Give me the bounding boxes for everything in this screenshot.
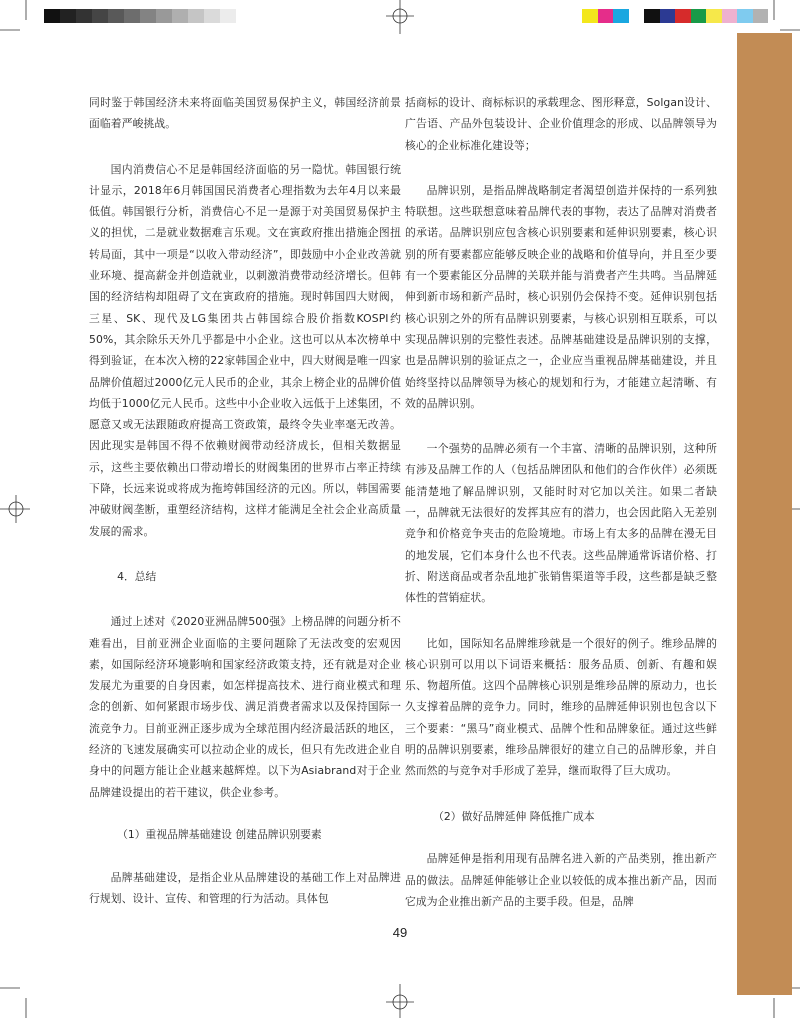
grayscale-swatch: [140, 9, 156, 23]
crop-mark-bottom-left: [0, 978, 44, 1018]
color-swatch: [582, 9, 598, 23]
right-text-column: [405, 92, 717, 912]
color-swatch: [644, 9, 660, 23]
color-swatch: [598, 9, 614, 23]
grayscale-swatch: [124, 9, 140, 23]
registration-mark-bottom: [386, 984, 414, 1018]
grayscale-swatch: [172, 9, 188, 23]
color-swatch: [629, 9, 645, 23]
right-paragraph-2: 品牌识别，是指品牌战略制定者渴望创造并保持的一系列独特联想。这些联想意味着品牌代表的事物，表达了品牌对消费者的承诺。品牌识别应包含核心识别要素和延伸识别要素，核心识别的所有要素都应能够反映企业的战略和价值导向，并且至少要有一个要素能区分品牌的关联并能与消费者产生共鸣。当品牌延伸到新市场和新产品时，核心识别仍会保持不变。延伸识别包括核心识别之外的所有品牌识别要素，与核心识别相互联系，可以实现品牌识别的完整性表述。品牌基础建设是品牌识别的支撑，也是品牌识别的验证点之一，企业应当重视品牌基础建设，并且始终坚持以品牌领导为核心的规划和行为，才能建立起清晰、有效的品牌识别。: [405, 183, 717, 410]
registration-mark-top: [386, 0, 414, 34]
color-swatch: [706, 9, 722, 23]
grayscale-swatch: [220, 9, 236, 23]
grayscale-swatch: [92, 9, 108, 23]
right-paragraph-4: 比如，国际知名品牌维珍就是一个很好的例子。维珍品牌的核心识别可以用以下词语来概括：服务品质、创新、有趣和娱乐、物超所值。这四个品牌核心识别是维珍品牌的原动力，也长久支撑着品牌的竞争力。同时，维珍的品牌延伸识别也包含以下三个要素：“黑马”商业模式、品牌个性和品牌象征。通过这些鲜明的品牌识别要素，维珍品牌很好的建立自己的品牌形象，并自然而然的与竞争对手形成了差异，继而取得了巨大成功。: [405, 636, 717, 778]
grayscale-swatch: [76, 9, 92, 23]
left-paragraph-1: 同时鉴于韩国经济未来将面临美国贸易保护主义，韩国经济前景面临着严峻挑战。: [89, 96, 401, 131]
color-swatch: [737, 9, 753, 23]
color-swatch: [613, 9, 629, 23]
grayscale-swatch: [156, 9, 172, 23]
subheading-brand-extension: （2）做好品牌延伸 降低推广成本: [433, 809, 595, 823]
section-heading-summary: 4．总结: [117, 569, 157, 583]
side-color-tab: [737, 33, 792, 995]
grayscale-swatch: [204, 9, 220, 23]
right-paragraph-1: 括商标的设计、商标标识的承载理念、图形释意，Solgan设计、广告语、产品外包装设计、企业价值理念的形成、以品牌领导为核心的企业标准化建设等；: [405, 96, 717, 152]
grayscale-swatch: [60, 9, 76, 23]
crop-mark-top-left: [0, 0, 44, 40]
grayscale-swatch: [108, 9, 124, 23]
left-paragraph-2: 国内消费信心不足是韩国经济面临的另一隐忧。韩国银行统计显示，2018年6月韩国国民消费者心理指数为去年4月以来最低值。韩国银行分析，消费信心不足一是源于对美国贸易保护主义的担忧，二是就业数据难言乐观。文在寅政府推出措施企图扭转局面，其中一项是“以收入带动经济”，即鼓励中小企业改善就业环境、提高薪金并创造就业，以刺激消费带动经济增长。但韩国的经济结构却阻碍了文在寅政府的措施。现时韩国四大财阀，三星、SK、现代及LG集团共占韩国综合股价指数KOSPI约50%，其余除乐天外几乎都是中小企业。这也可以从本次榜单中得到验证，在本次入榜的22家韩国企业中，四大财阀是唯一四家品牌价值超过2000亿元人民币的企业，其余上榜企业的品牌价值均低于1000亿元人民币。这些中小企业收入远低于上述集团，不愿意又或无法跟随政府提高工资政策，最终令失业率毫无改善。因此现实是韩国不得不依赖财阀带动经济成长，但相关数据显示，这些主要依赖出口带动增长的财阀集团的世界市占率正持续下降，长远来说或将成为拖垮韩国经济的元凶。所以，韩国需要冲破财阀垄断，重塑经济结构，这样才能满足全社会企业高质量发展的需求。: [89, 162, 401, 538]
grayscale-swatch: [188, 9, 204, 23]
color-swatch: [691, 9, 707, 23]
color-swatch: [675, 9, 691, 23]
registration-mark-left: [0, 495, 30, 523]
color-calibration-bar: [582, 9, 768, 23]
left-text-column: [89, 92, 401, 909]
grayscale-swatch: [44, 9, 60, 23]
color-swatch: [722, 9, 738, 23]
page-number: 49: [392, 925, 408, 940]
left-paragraph-4: 品牌基础建设，是指企业从品牌建设的基础工作上对品牌进行规划、设计、宣传、和管理的行为活动。具体包: [89, 870, 401, 906]
color-swatch: [660, 9, 676, 23]
right-paragraph-3: 一个强势的品牌必须有一个丰富、清晰的品牌识别，这种所有涉及品牌工作的人（包括品牌团队和他们的合作伙伴）必须既能清楚地了解品牌识别，又能时时对它加以关注。如果二者缺一，品牌就无法很好的发挥其应有的潜力，也会因此陷入无差别竞争和价格竞争夹击的危险境地。市场上有太多的品牌在漫无目的地发展，它们本身什么也不代表。这些品牌通常诉诸价格、打折、附送商品或者杂乱地扩张销售渠道等手段，这些都是缺乏整体性的营销症状。: [405, 442, 717, 605]
left-paragraph-3: 通过上述对《2020亚洲品牌500强》上榜品牌的问题分析不难看出，目前亚洲企业面临的主要问题除了无法改变的宏观因素，如国际经济环境影响和国家经济政策支持，还有就是对企业发展尤为重要的自身因素，如怎样提高技术、进行商业模式和理念的创新、如何紧跟市场步伐、满足消费者需求以及保持国际一流竞争力。目前亚洲正逐步成为全球范围内经济最活跃的地区，经济的飞速发展确实可以拉动企业的成长，但只有先改进企业自身中的问题方能让企业越来越辉煌。以下为Asiabrand对于企业品牌建设提出的若干建议，供企业参考。: [89, 615, 401, 799]
grayscale-calibration-bar: [44, 9, 236, 23]
right-paragraph-5: 品牌延伸是指利用现有品牌名进入新的产品类别，推出新产品的做法。品牌延伸能够让企业以较低的成本推出新产品，因而它成为企业推出新产品的主要手段。但是，品牌: [405, 852, 717, 908]
subheading-brand-foundation: （1）重视品牌基础建设 创建品牌识别要素: [117, 828, 322, 842]
